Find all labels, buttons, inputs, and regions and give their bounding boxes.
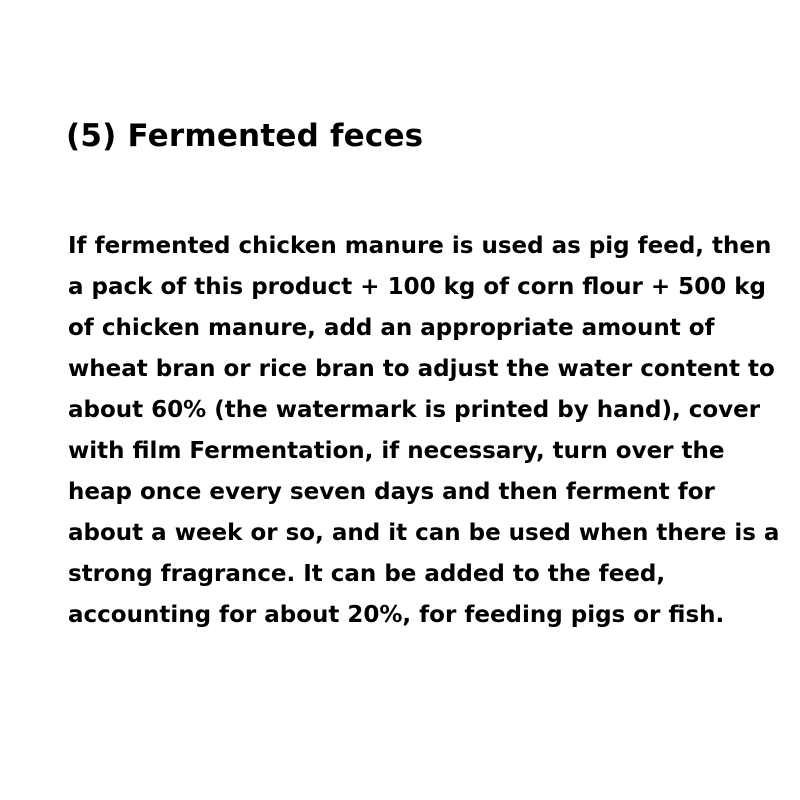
paragraph-line: about a week or so, and it can be used when there is a bbox=[68, 520, 780, 546]
paragraph-line: a pack of this product + 100 kg of corn flour + 500 kg bbox=[68, 274, 766, 300]
paragraph-line: wheat bran or rice bran to adjust the water content to bbox=[68, 356, 775, 382]
body-paragraph bbox=[68, 226, 779, 636]
paragraph-line: strong fragrance. It can be added to the feed, bbox=[68, 561, 666, 587]
paragraph-line: If fermented chicken manure is used as pig feed, then bbox=[68, 233, 772, 259]
paragraph-line: accounting for about 20%, for feeding pigs or fish. bbox=[68, 602, 725, 628]
section-heading: (5) Fermented feces bbox=[66, 118, 424, 154]
paragraph-line: with film Fermentation, if necessary, turn over the bbox=[68, 438, 725, 464]
paragraph-line: about 60% (the watermark is printed by hand), cover bbox=[68, 397, 761, 423]
paragraph-line: heap once every seven days and then ferment for bbox=[68, 479, 715, 505]
paragraph-line: of chicken manure, add an appropriate amount of bbox=[68, 315, 715, 341]
